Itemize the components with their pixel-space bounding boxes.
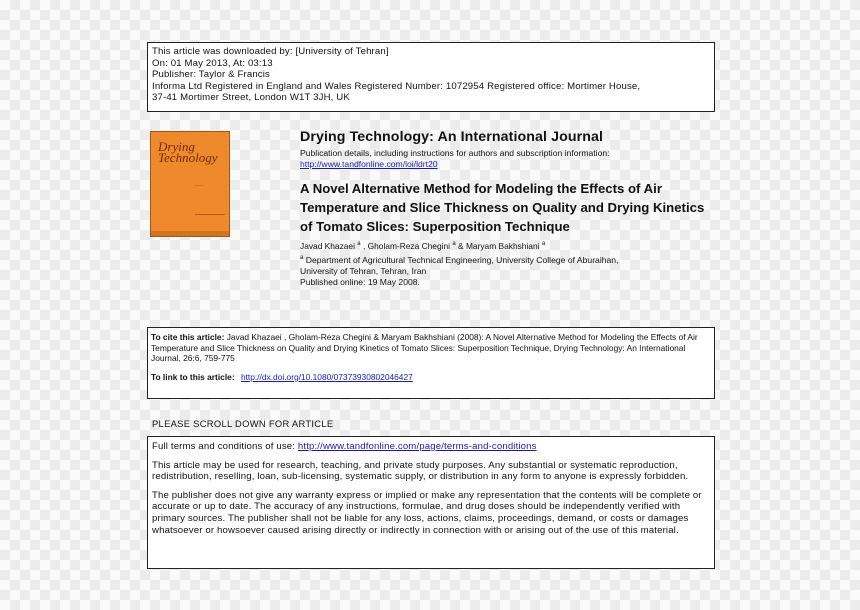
scroll-notice: PLEASE SCROLL DOWN FOR ARTICLE: [152, 418, 334, 429]
journal-title: Drying Technology: An International Journal: [300, 129, 604, 145]
link-label: To link to this article:: [151, 371, 235, 382]
download-line: This article was downloaded by: [University of Tehran]: [152, 46, 389, 57]
affiliation: $^a$ Department of Agricultural Technical Engineering, University College of Aburaihan, University of Tehran, Tehran, Iran Published online: 19 May 2008.: [300, 255, 720, 288]
citation-box: [147, 327, 715, 399]
download-line: Informa Ltd Registered in England and Wales Registered Number: 1072954 Registered office: Mortimer House,: [152, 80, 641, 92]
cover-title: Drying Technology: [158, 139, 218, 165]
published-date: Published online: 19 May 2008.: [300, 276, 420, 287]
publication-details: Publication details, including instructions for authors and subscription information: http://www.tandfonline.com/loi/ldrt20: [300, 148, 610, 169]
cover-rule: [195, 214, 225, 215]
citation-text: To cite this article: Javad Khazaei , Gholam-Reza Chegini & Maryam Bakhshiani (2008): A Novel Alternative Method for Modeling the Effects of Air Temperature and Slice Thickness on Quality and Drying Kinetics of Tomato Slices: Superposition Technique, Drying Technology: An International Journal, 26:6, 759-775: [151, 332, 698, 364]
authors: Javad Khazaei $^a$ , Gholam-Reza Chegini $^a$ & Maryam Bakhshiani $^a$: [300, 240, 546, 251]
download-line: On: 01 May 2013, At: 03:13: [152, 57, 273, 69]
journal-cover-image: [150, 131, 230, 237]
download-line: 37-41 Mortimer Street, London W1T 3JH, UK: [152, 92, 350, 104]
cover-bottom-bar: [151, 231, 229, 236]
doi-link[interactable]: http://dx.doi.org/10.1080/07373930802046427: [240, 371, 413, 382]
terms-row: Full terms and conditions of use: http://www.tandfonline.com/page/terms-and-conditions: [152, 441, 537, 452]
terms-paragraph-1: This article may be used for research, teaching, and private study purposes. Any substantial or systematic reproduction, redistribution, reselling, loan, sub-licensing, systematic supply, or distribution in any form to anyone is expressly forbidden.: [152, 459, 689, 483]
download-info-box: [147, 42, 715, 112]
download-line: Publisher: Taylor & Francis: [152, 69, 270, 81]
terms-box: [147, 436, 715, 569]
terms-paragraph-2: The publisher does not give any warranty express or implied or make any representation that the contents will be complete or accurate or up to date. The accuracy of any instructions, formulae, and drug doses should be independently verified with primary sources. The publisher shall not be liable for any loss, actions, claims, proceedings, demand, or costs or damages whatsoever or howsoever caused arising directly or indirectly in connection with or arising out of the use of this material.: [152, 489, 702, 536]
cite-label: To cite this article:: [151, 332, 225, 342]
cover-decoration: ────: [195, 183, 204, 187]
doi-row: [151, 372, 711, 383]
journal-link[interactable]: http://www.tandfonline.com/loi/ldrt20: [300, 159, 438, 169]
terms-link[interactable]: http://www.tandfonline.com/page/terms-and-conditions: [297, 441, 537, 452]
article-header: [300, 129, 720, 288]
article-title: A Novel Alternative Method for Modeling the Effects of Air Temperature and Slice Thickness on Quality and Drying Kinetics of Tomato Slices: Superposition Technique: [300, 181, 705, 235]
